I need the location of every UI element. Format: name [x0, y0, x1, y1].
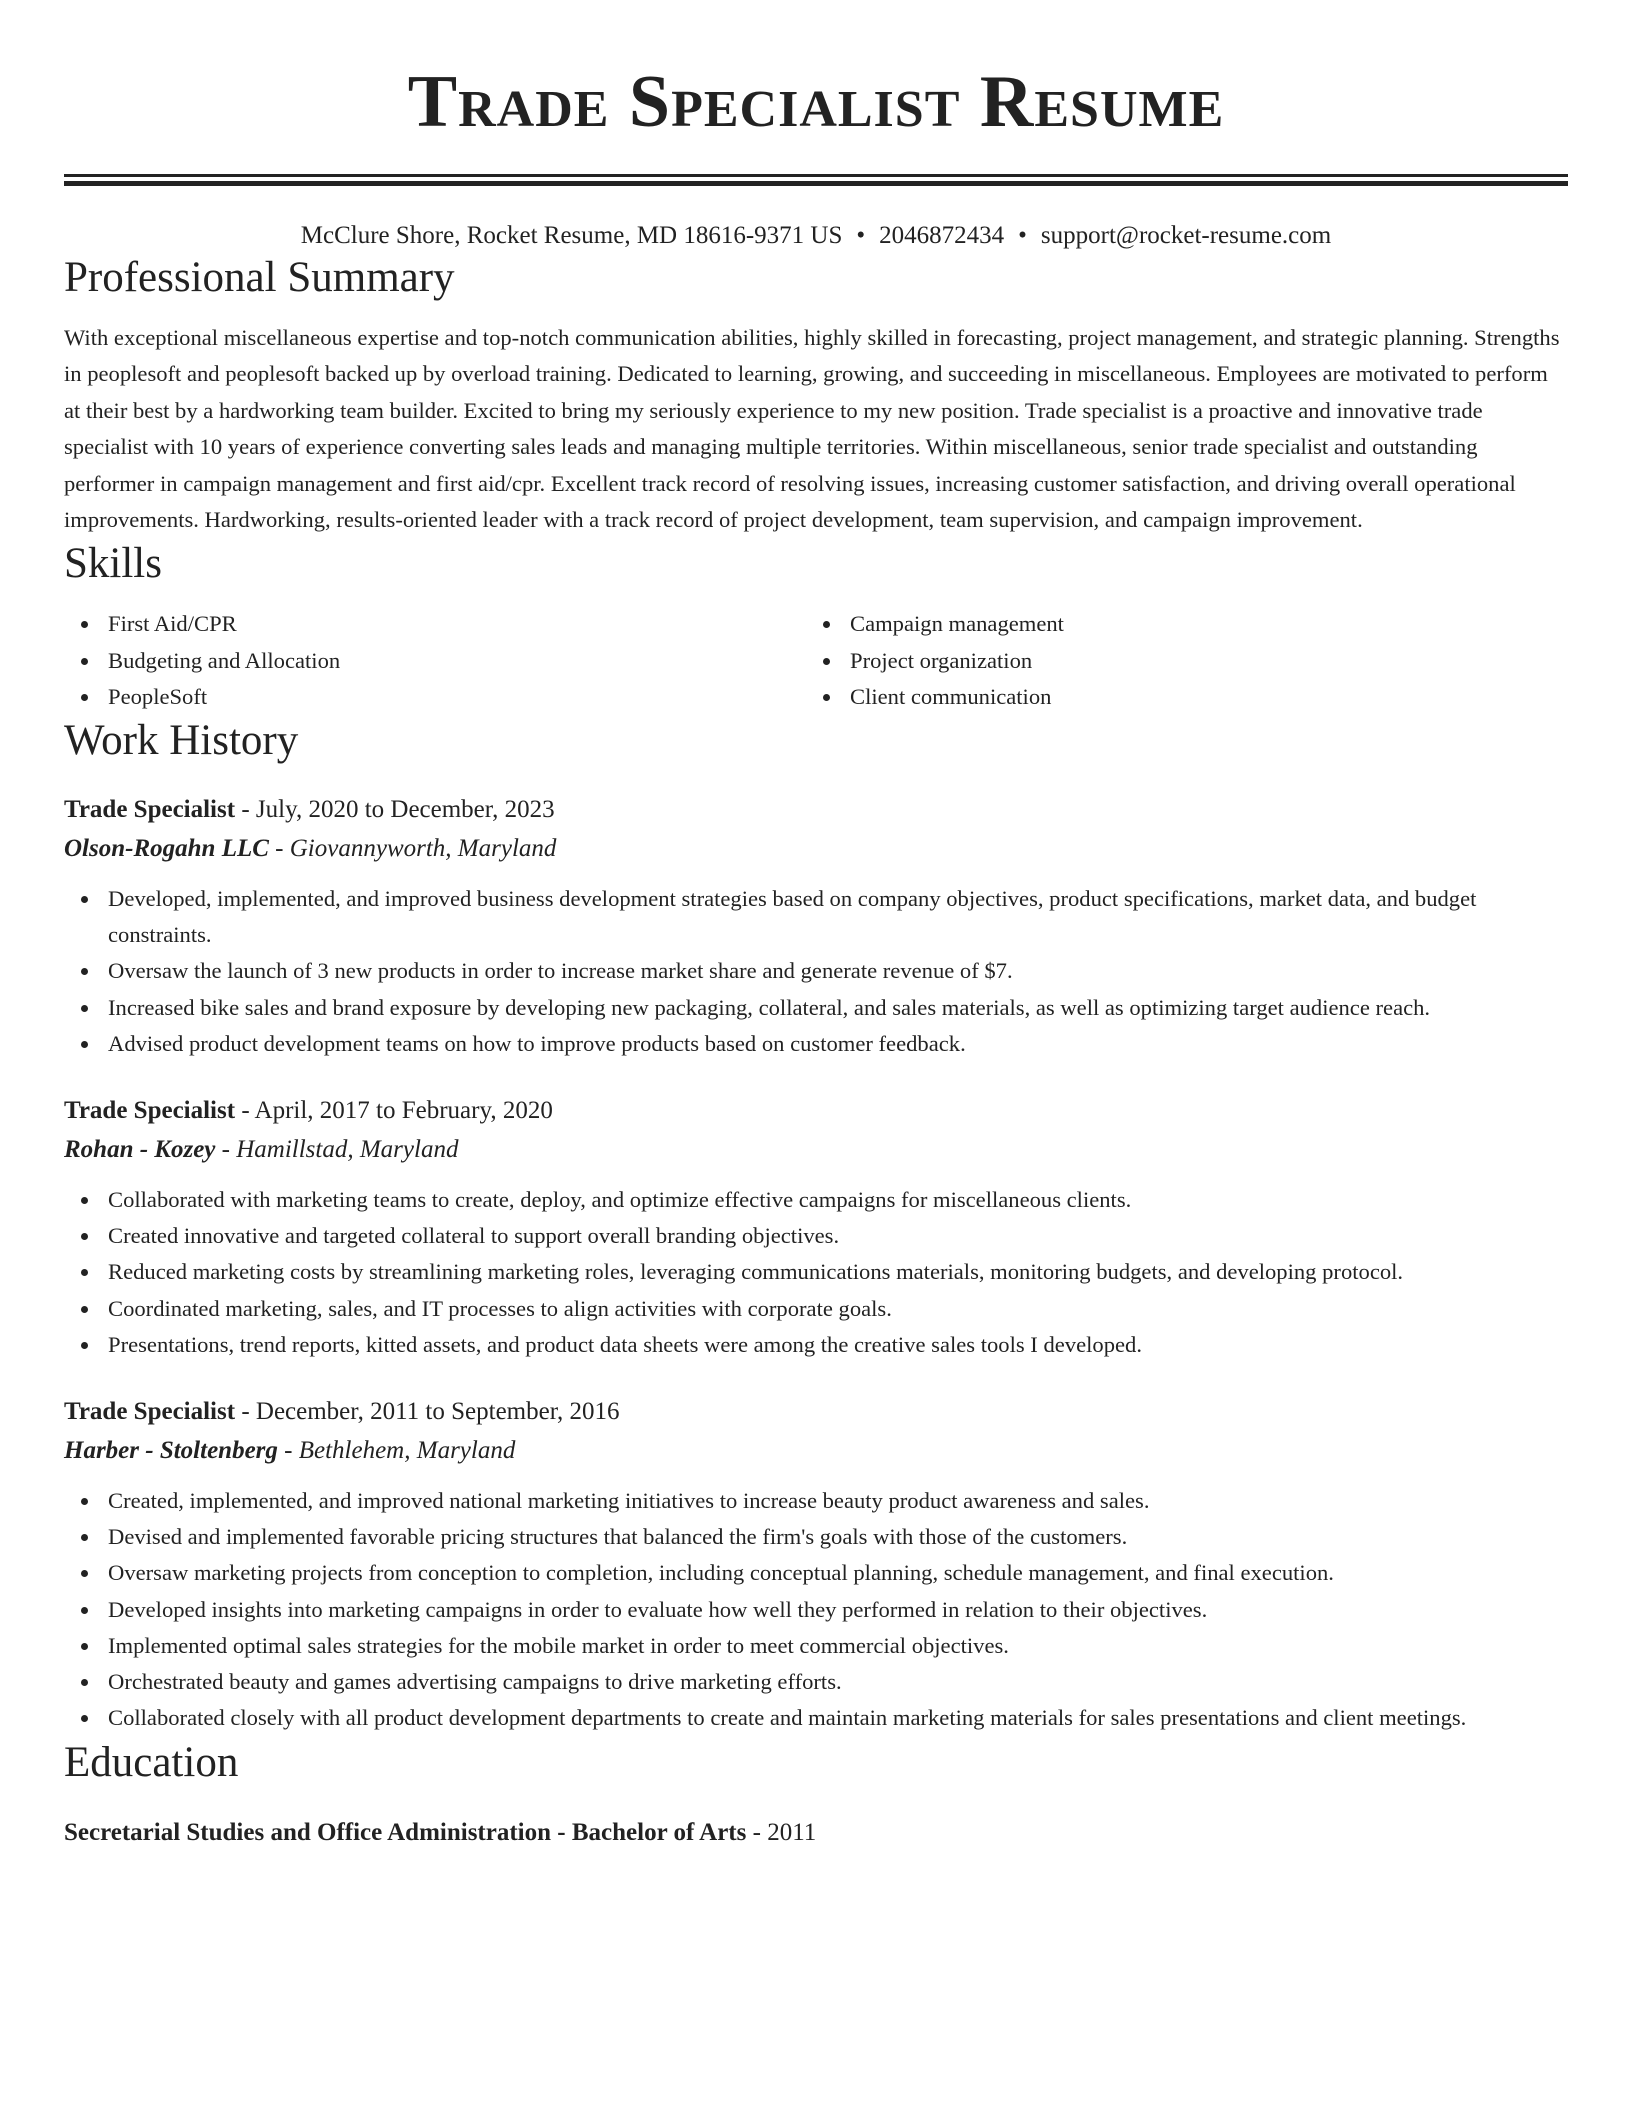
job-location: Giovannyworth, Maryland: [289, 835, 557, 863]
education-entry: Secretarial Studies and Office Administration - Bachelor of Arts - 2011: [64, 1818, 817, 1846]
education-year: 2011: [767, 1818, 817, 1846]
job-duty: Reduced marketing costs by streamlining marketing roles, leveraging communications materials, monitoring budgets, and developing protocol.: [64, 1254, 1568, 1290]
skill-item: Project organization: [806, 643, 1548, 679]
skill-item: First Aid/CPR: [64, 606, 806, 642]
header-rule-bottom: [64, 181, 1568, 186]
header-rule-top: [64, 174, 1568, 177]
job-duty: Devised and implemented favorable pricing structures that balanced the firm's goals with those of the customers.: [64, 1519, 1568, 1555]
contact-phone: 2046872434: [879, 222, 1005, 249]
skills-column-left: [64, 606, 806, 715]
contact-address: McClure Shore, Rocket Resume, MD 18616-9371 US: [300, 222, 843, 249]
job-duty: Created, implemented, and improved national marketing initiatives to increase beauty product awareness and sales.: [64, 1483, 1568, 1519]
job-company: Rohan - Kozey: [64, 1136, 216, 1164]
job-title: Trade Specialist: [64, 1398, 236, 1426]
job-company: Olson-Rogahn LLC: [64, 835, 269, 863]
skill-item: PeopleSoft: [64, 679, 806, 715]
summary-text: With exceptional miscellaneous expertise and top-notch communication abilities, highly skilled in forecasting, project management, and strategic planning. Strengths in peoplesoft and peoplesoft backed up by overload training. Dedicated to learning, growing, and succeeding in miscellaneous. Employees are motivated to perform at their best by a hardworking team builder. Excited to bring my seriously experience to my new position. Trade specialist is a proactive and innovative trade specialist with 10 years of experience converting sales leads and managing multiple territories. Within miscellaneous, senior trade specialist and outstanding performer in campaign management and first aid/cpr. Excellent track record of resolving issues, increasing customer satisfaction, and driving overall operational improvements. Hardworking, results-oriented leader with a track record of project development, team supervision, and campaign improvement.: [64, 325, 1560, 533]
job-duty: Collaborated closely with all product development departments to create and maintain marketing materials for sales presentations and client meetings.: [64, 1700, 1568, 1736]
summary-heading: Professional Summary: [64, 254, 455, 301]
job-duties: [64, 881, 1568, 1062]
work-history-heading: Work History: [64, 717, 299, 765]
skills-column-right: [806, 606, 1548, 715]
job-company: Harber - Stoltenberg: [64, 1437, 278, 1465]
job-title-line: Trade Specialist - December, 2011 to September, 2016: [64, 1398, 620, 1426]
job-dates: December, 2011 to September, 2016: [255, 1398, 620, 1426]
skills-list: [64, 606, 1568, 715]
contact-line: [64, 220, 1568, 252]
job-entry: [64, 791, 1568, 1062]
job-title: Trade Specialist: [64, 1097, 236, 1125]
page-title: Trade Specialist Resume: [407, 61, 1225, 143]
job-entry: [64, 1393, 1568, 1736]
job-location: Hamillstad, Maryland: [236, 1136, 459, 1164]
job-dates: July, 2020 to December, 2023: [255, 796, 555, 824]
job-entry: [64, 1092, 1568, 1363]
job-duty: Created innovative and targeted collateral to support overall branding objectives.: [64, 1218, 1568, 1254]
job-duty: Oversaw marketing projects from conception to completion, including conceptual planning, schedule management, and final execution.: [64, 1555, 1568, 1591]
contact-separator: •: [856, 222, 866, 249]
job-duty: Oversaw the launch of 3 new products in order to increase market share and generate revenue of $7.: [64, 953, 1568, 989]
job-location: Bethlehem, Maryland: [298, 1437, 516, 1465]
contact-separator: •: [1018, 222, 1027, 249]
job-title-line: Trade Specialist - July, 2020 to December, 2023: [64, 796, 555, 824]
job-title: Trade Specialist: [64, 796, 236, 824]
job-duty: Coordinated marketing, sales, and IT processes to align activities with corporate goals.: [64, 1291, 1568, 1327]
job-duty: Presentations, trend reports, kitted assets, and product data sheets were among the creative sales tools I developed.: [64, 1327, 1568, 1363]
skill-item: Client communication: [806, 679, 1548, 715]
job-duties: [64, 1483, 1568, 1736]
job-title-line: Trade Specialist - April, 2017 to February, 2020: [64, 1097, 553, 1125]
job-duty: Collaborated with marketing teams to create, deploy, and optimize effective campaigns for miscellaneous clients.: [64, 1182, 1568, 1218]
job-dates: April, 2017 to February, 2020: [254, 1097, 553, 1125]
job-duty: Developed, implemented, and improved business development strategies based on company objectives, product specifications, market data, and budget constraints.: [64, 881, 1568, 953]
job-duty: Increased bike sales and brand exposure by developing new packaging, collateral, and sales materials, as well as optimizing target audience reach.: [64, 990, 1568, 1026]
skills-heading: Skills: [64, 540, 162, 588]
job-duty: Advised product development teams on how to improve products based on customer feedback.: [64, 1026, 1568, 1062]
job-company-line: Rohan - Kozey - Hamillstad, Maryland: [64, 1136, 459, 1164]
job-duty: Implemented optimal sales strategies for the mobile market in order to meet commercial objectives.: [64, 1628, 1568, 1664]
education-heading: Education: [64, 1738, 239, 1786]
contact-email: support@rocket-resume.com: [1040, 222, 1332, 249]
job-company-line: Olson-Rogahn LLC - Giovannyworth, Maryland: [64, 835, 557, 863]
education-degree: Secretarial Studies and Office Administration - Bachelor of Arts: [64, 1818, 747, 1846]
job-company-line: Harber - Stoltenberg - Bethlehem, Maryland: [64, 1437, 516, 1465]
skill-item: Budgeting and Allocation: [64, 643, 806, 679]
skill-item: Campaign management: [806, 606, 1548, 642]
job-duty: Orchestrated beauty and games advertising campaigns to drive marketing efforts.: [64, 1664, 1568, 1700]
job-duties: [64, 1182, 1568, 1363]
job-duty: Developed insights into marketing campaigns in order to evaluate how well they performed in relation to their objectives.: [64, 1592, 1568, 1628]
